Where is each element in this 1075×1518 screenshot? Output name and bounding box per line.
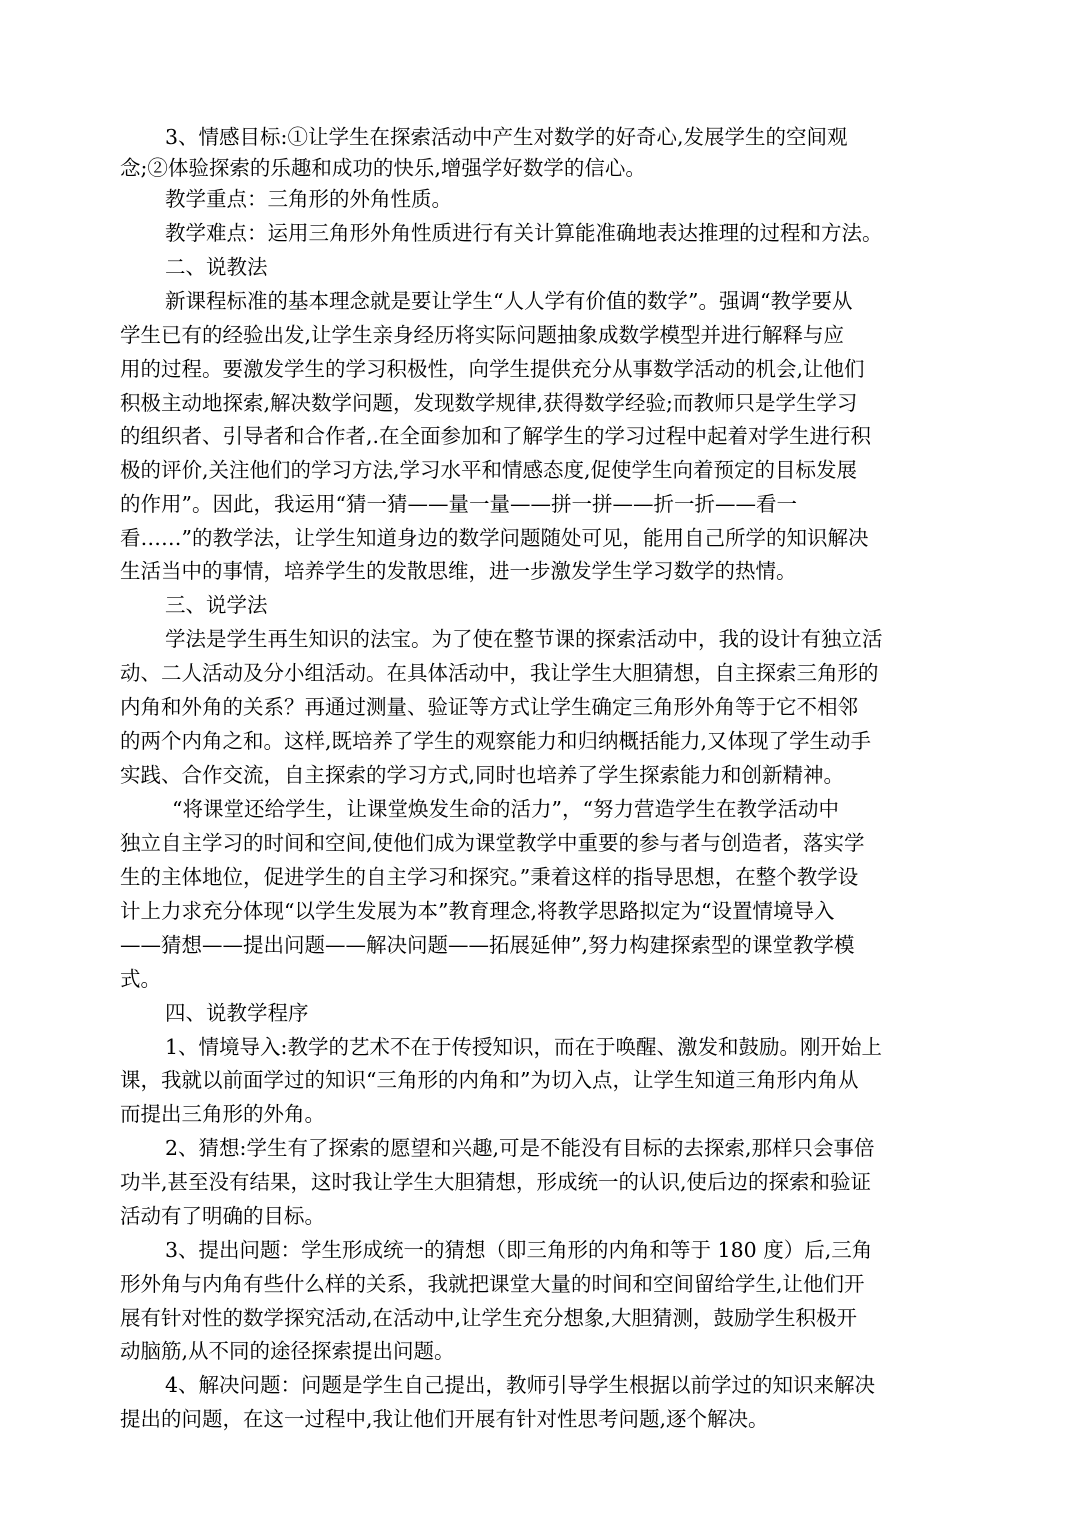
text-line: 3、情感目标:①让学生在探索活动中产生对数学的好奇心,发展学生的空间观	[165, 125, 848, 149]
text-line: 实践、合作交流，自主探索的学习方式,同时也培养了学生探索能力和创新精神。	[120, 763, 845, 787]
section-heading: 四、说教学程序	[165, 1001, 309, 1025]
text-line: 教学难点：运用三角形外角性质进行有关计算能准确地表达推理的过程和方法。	[165, 221, 883, 245]
text-line: 看……”的教学法，让学生知道身边的数学问题随处可见，能用自己所学的知识解决	[120, 526, 869, 550]
text-line: 2、猜想:学生有了探索的愿望和兴趣,可是不能没有目标的去探索,那样只会事倍	[165, 1136, 875, 1160]
text-line: 的两个内角之和。这样,既培养了学生的观察能力和归纳概括能力,又体现了学生动手	[120, 729, 872, 753]
text-line: 念;②体验探索的乐趣和成功的快乐,增强学好数学的信心。	[120, 156, 646, 180]
text-line: 计上力求充分体现“以学生发展为本”教育理念,将教学思路拟定为“设置情境导入	[120, 899, 835, 923]
text-line: 独立自主学习的时间和空间,使他们成为课堂教学中重要的参与者与创造者，落实学	[120, 831, 865, 855]
text-line: 提出的问题，在这一过程中,我让他们开展有针对性思考问题,逐个解决。	[120, 1407, 769, 1431]
text-line: 新课程标准的基本理念就是要让学生“人人学有价值的数学”。强调“教学要从	[165, 289, 853, 313]
text-line: 的作用”。因此，我运用“猜一猜——量一量——拼一拼——折一折——看一	[120, 492, 797, 516]
text-line: 用的过程。要激发学生的学习积极性，向学生提供充分从事数学活动的机会,让他们	[120, 357, 865, 381]
section-heading: 二、说教法	[165, 255, 268, 279]
text-line: 生活当中的事情，培养学生的发散思维，进一步激发学生学习数学的热情。	[120, 559, 797, 583]
text-line: 的组织者、引导者和合作者,.在全面参加和了解学生的学习过程中起着对学生进行积	[120, 424, 872, 448]
text-line: 而提出三角形的外角。	[120, 1102, 325, 1126]
text-line: 内角和外角的关系？再通过测量、验证等方式让学生确定三角形外角等于它不相邻	[120, 695, 858, 719]
text-line: 动脑筋,从不同的途径探索提出问题。	[120, 1339, 455, 1363]
text-line: ——猜想——提出问题——解决问题——拓展延伸”,努力构建探索型的课堂教学模	[120, 933, 855, 957]
text-line: 3、提出问题：学生形成统一的猜想（即三角形的内角和等于 180 度）后,三角	[165, 1238, 873, 1262]
text-line: 形外角与内角有些什么样的关系，我就把课堂大量的时间和空间留给学生,让他们开	[120, 1272, 865, 1296]
text-line: 功半,甚至没有结果，这时我让学生大胆猜想，形成统一的认识,使后边的探索和验证	[120, 1170, 872, 1194]
text-line: 积极主动地探索,解决数学问题，发现数学规律,获得数学经验;而教师只是学生学习	[120, 391, 858, 415]
text-line: 1、情境导入:教学的艺术不在于传授知识，而在于唤醒、激发和鼓励。刚开始上	[165, 1035, 882, 1059]
text-line: 学生已有的经验出发,让学生亲身经历将实际问题抽象成数学模型并进行解释与应	[120, 323, 845, 347]
text-line: 课，我就以前面学过的知识“三角形的内角和”为切入点，让学生知道三角形内角从	[120, 1068, 859, 1092]
text-line: 教学重点：三角形的外角性质。	[165, 187, 452, 211]
section-heading: 三、说学法	[165, 593, 268, 617]
text-line: 极的评价,关注他们的学习方法,学习水平和情感态度,促使学生向着预定的目标发展	[120, 458, 858, 482]
text-line: 动、二人活动及分小组活动。在具体活动中，我让学生大胆猜想，自主探索三角形的	[120, 661, 879, 685]
text-line: 活动有了明确的目标。	[120, 1204, 325, 1228]
text-line: 展有针对性的数学探究活动,在活动中,让学生充分想象,大胆猜测，鼓励学生积极开	[120, 1306, 858, 1330]
text-line: 式。	[120, 967, 161, 991]
text-line: 学法是学生再生知识的法宝。为了使在整节课的探索活动中，我的设计有独立活	[165, 627, 883, 651]
text-line: 生的主体地位，促进学生的自主学习和探究。”秉着这样的指导思想，在整个教学设	[120, 865, 859, 889]
text-line: “将课堂还给学生，让课堂焕发生命的活力”，“努力营造学生在教学活动中	[172, 797, 839, 821]
text-line: 4、解决问题：问题是学生自己提出，教师引导学生根据以前学过的知识来解决	[165, 1373, 876, 1397]
